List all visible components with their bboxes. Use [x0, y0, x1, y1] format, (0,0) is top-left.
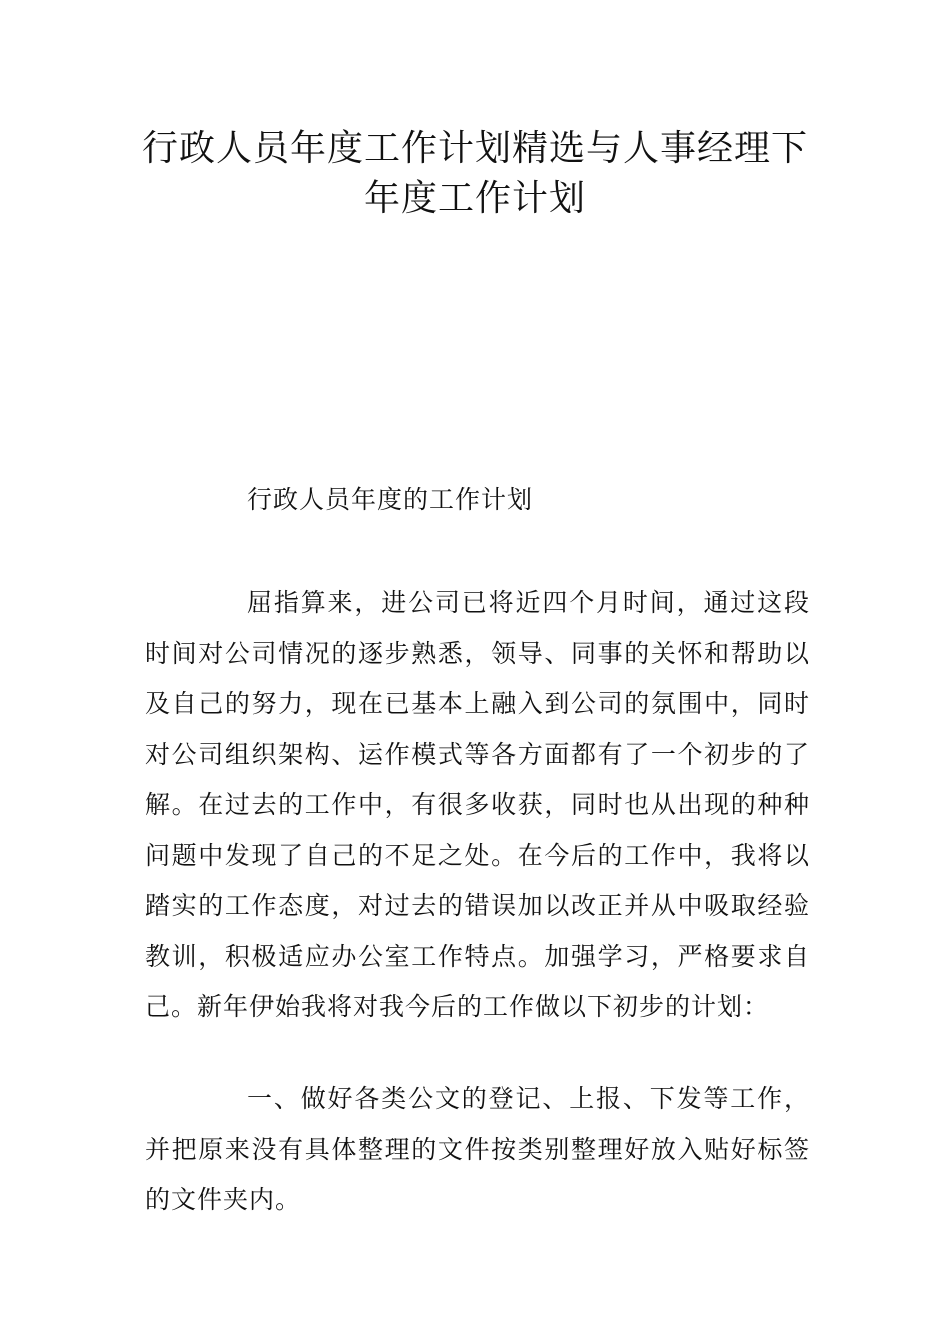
document-title-line-1: 行政人员年度工作计划精选与人事经理下 — [141, 128, 808, 169]
document-title-line-2: 年度工作计划 — [363, 178, 586, 219]
document-title — [140, 124, 810, 224]
body-paragraph-intro: 屈指算来，进公司已将近四个月时间，通过这段时间对公司情况的逐步熟悉，领导、同事的关怀和帮助以及自己的努力，现在已基本上融入到公司的氛围中，同时对公司组织架构、运作模式等各方面都有了一个初步的了解。在过去的工作中，有很多收获，同时也从出现的种种问题中发现了自己的不足之处。在今后的工作中，我将以踏实的工作态度，对过去的错误加以改正并从中吸取经验教训，积极适应办公室工作特点。加强学习，严格要求自己。新年伊始我将对我今后的工作做以下初步的计划： — [145, 588, 810, 1021]
body-paragraph-item-1: 一、做好各类公文的登记、上报、下发等工作，并把原来没有具体整理的文件按类别整理好放入贴好标签的文件夹内。 — [145, 1084, 810, 1214]
section-subheading: 行政人员年度的工作计划 — [247, 485, 534, 514]
